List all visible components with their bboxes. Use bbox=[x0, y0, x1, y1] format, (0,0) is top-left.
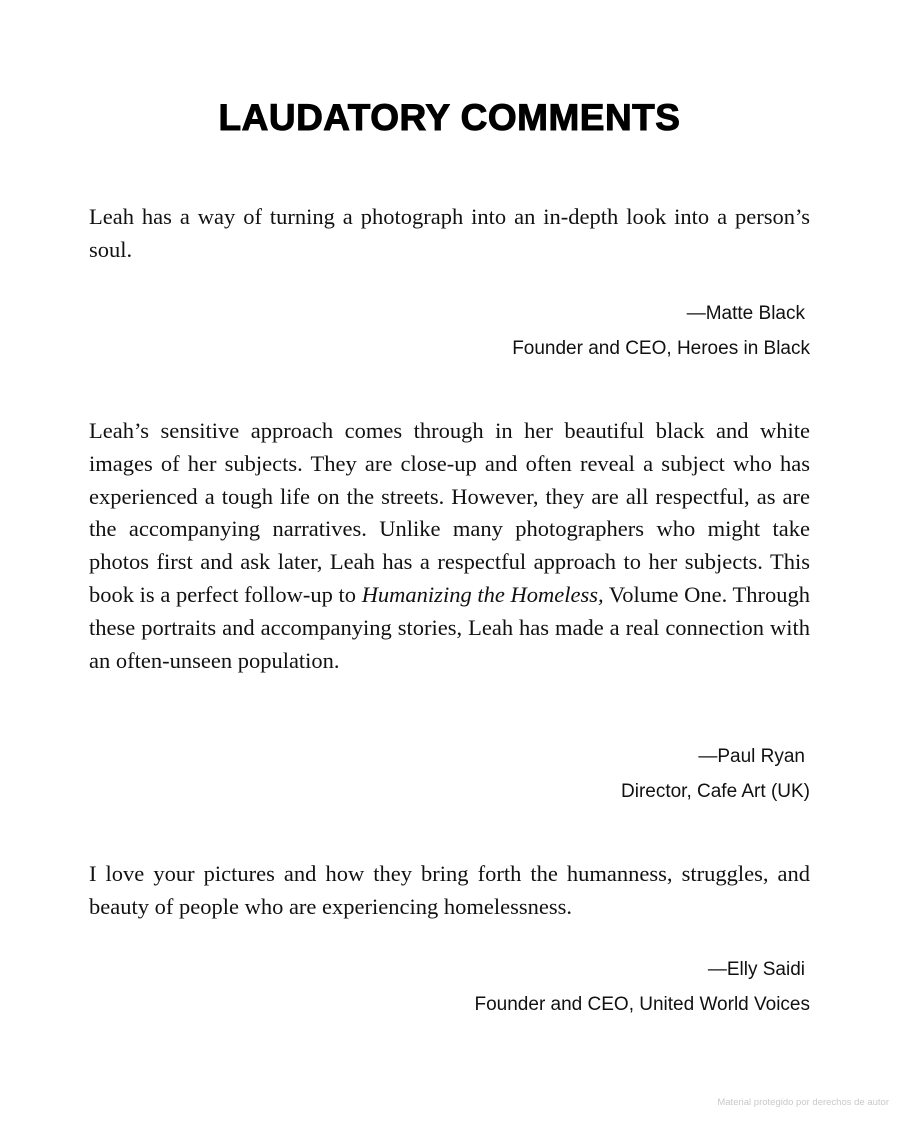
attribution-name-2: —Paul Ryan bbox=[698, 746, 805, 767]
book-title: Humanizing the Homeless, bbox=[361, 581, 604, 607]
quote-text-3: I love your pictures and how they bring forth the humanness, struggles, and beauty of people who are experiencing homelessness. bbox=[89, 861, 810, 919]
page-title: LAUDATORY COMMENTS bbox=[218, 97, 681, 138]
quote-text-2 bbox=[89, 415, 810, 677]
quote-text-1: Leah has a way of turning a photograph into an in-depth look into a person’s soul. bbox=[89, 204, 810, 262]
attribution-3 bbox=[475, 952, 811, 1022]
attribution-name-1: —Matte Black bbox=[686, 303, 805, 324]
attribution-role-1: Founder and CEO, Heroes in Black bbox=[512, 338, 810, 359]
attribution-name-3: —Elly Saidi bbox=[707, 959, 805, 980]
copyright-watermark: Material protegido por derechos de autor bbox=[717, 1097, 889, 1108]
attribution-role-3: Founder and CEO, United World Voices bbox=[474, 994, 810, 1015]
attribution-2 bbox=[621, 739, 810, 809]
quote-text-2-part-2: Volume One. Through these portraits and accompanying stories, Leah has made a real connection with an often-unseen population. bbox=[89, 581, 811, 673]
quote-text-2-part-1: Leah’s sensitive approach comes through in her beautiful black and white images of her subjects. They are close-up and often reveal a subject who has experienced a tough life on the streets. However, they are all respectful, as are the accompanying narratives. Unlike many photographers who might take photos first and ask later, Leah has a respectful approach to her subjects. This book is a perfect follow-up to bbox=[89, 418, 810, 607]
attribution-role-2: Director, Cafe Art (UK) bbox=[621, 781, 810, 802]
attribution-1 bbox=[512, 296, 810, 366]
